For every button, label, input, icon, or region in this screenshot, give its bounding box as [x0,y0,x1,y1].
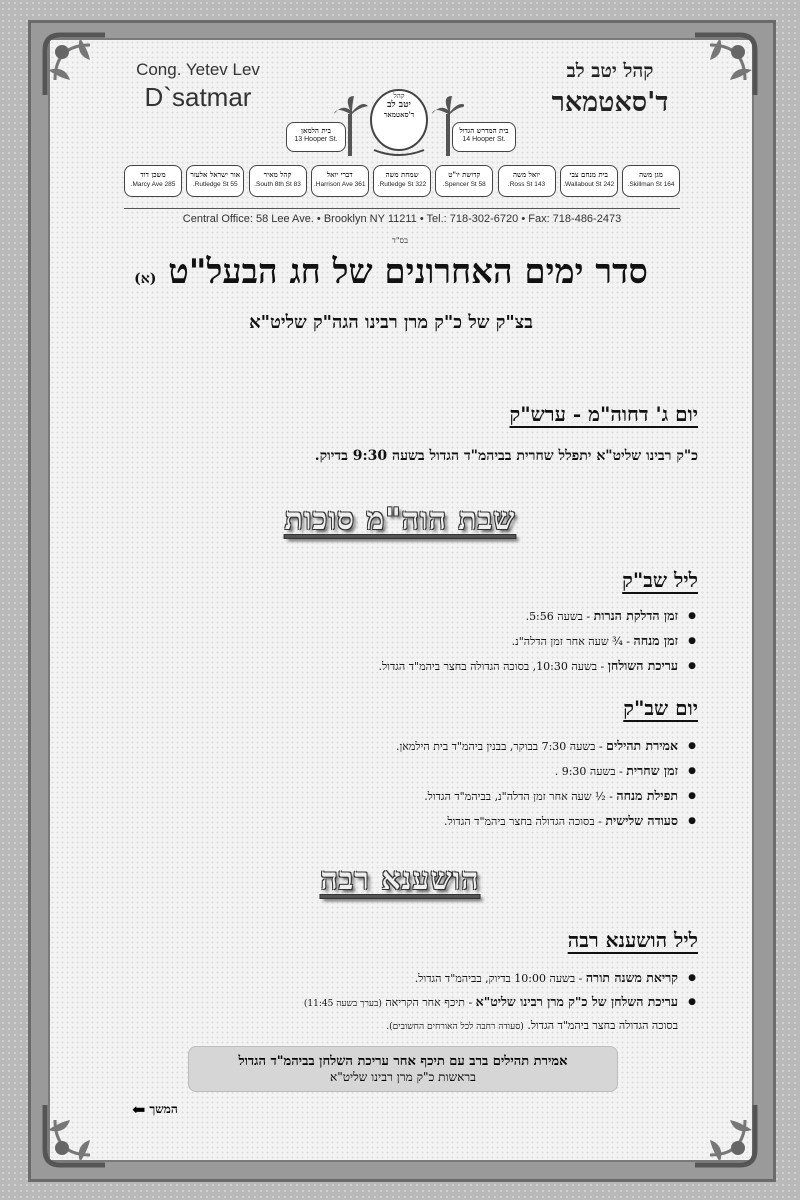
branch-address: 58 Spencer St. [442,181,486,188]
branch-name: מגן משה [639,170,663,179]
item-detail: - ¾ שעה אחר זמן הדלה"נ. [511,635,634,648]
branch-list [124,165,680,199]
title-text: סדר ימים האחרונים של חג הבעל"ט [168,252,648,292]
branch-address: 14 Hooper St. [462,136,506,143]
branch-address: 143 Ross St. [507,181,546,188]
item-label: סעודה שלישית [605,813,678,828]
item-detail: - ½ שעה אחר זמן הדלה"נ, בביהמ"ד הגדול. [424,790,617,803]
item-label: עריכת השולחן [607,658,678,673]
list-item [200,759,678,784]
branch-name: קהל מאיר [263,170,292,179]
item-detail: - בשעה 7:30 בבוקר, בבנין ביהמ"ד בית הילמאן. [395,740,607,753]
branch-address: 361 Harrison Ave. [313,181,366,188]
corner-ornament-icon [690,30,760,100]
branch-box [560,165,618,197]
section-heading: יום שב"ק [623,696,698,720]
emblem-line: ד'סאטמאר [383,110,415,119]
item-detail: - בשעה 10:30, בסוכה הגדולה בחצר ביהמ"ד הגדול. [378,660,608,673]
branch-address: 164 Skillman St. [627,181,675,188]
item-label: קריאת משנה תורה [585,970,678,985]
hebrew-name-line1: קהל יטב לב [566,60,654,82]
item-detail: בסוכה הגדולה בחצר ביהמ"ד הגדול. [527,1019,678,1032]
branch-box [311,165,369,197]
emblem-text [374,92,424,119]
branch-name: יואל משה [513,170,540,179]
branch-address: 242 Wallabout St. [563,181,615,188]
item-detail: - בסוכה הגדולה בחצר ביהמ"ד הגדול. [443,815,606,828]
emblem-line: יטב לב [387,100,411,110]
list-item [160,991,678,1038]
list-item [200,809,678,834]
office-contact: Central Office: 58 Lee Ave. • Brooklyn NY 11211 • Tel.: 718-302-6720 • Fax: 718-486-2473 [124,208,680,225]
page-title [80,252,702,292]
branch-name: משכן דוד [140,170,166,179]
section-heading: ליל שב"ק [622,568,698,592]
item-label: זמן שחרית [626,763,678,778]
branch-box [186,165,244,197]
hebrew-name-line2: ד'סאטמאר [551,87,669,118]
branch-box [435,165,493,197]
item-detail: - בשעה 9:30 . [554,765,627,778]
section-heading: ליל הושענא רבה [567,928,698,952]
branch-address: 322 Rutledge St. [377,181,427,188]
emblem-line: קהל [393,92,405,100]
corner-ornament-icon [40,30,110,100]
list-item [200,734,678,759]
branch-name: בית המדרש הגדול [459,126,509,135]
list-item [200,629,678,654]
branch-name: קדושת יו"ט [448,170,481,179]
page-subtitle: בצ"ק של כ"ק מרן רבינו הגה"ק שליט"א [249,312,533,333]
schedule-list [160,966,698,1038]
item-label: עריכת השלחן של כ"ק מרן רבינו שליט"א [475,994,678,1009]
list-item [200,604,678,629]
branch-box [622,165,680,197]
section-banner: הושענא רבה [320,862,480,897]
branch-address: 55 Rutledge St. [192,181,238,188]
hebrew-name [520,60,700,118]
title-footnote: (א) [134,271,157,287]
branch-box [286,122,346,152]
branch-name: בית הלמאן [301,126,331,135]
list-item [200,654,678,679]
schedule-list [200,734,698,834]
section-banner: שבת הוה"מ סוכות [284,502,516,537]
branch-box [498,165,556,197]
note-line1: אמירת תהילים ברב עם תיכף אחר עריכת השלחן בביהמ"ד הגדול [238,1054,568,1069]
branch-name: אור ישראל אלעזר [190,170,241,179]
note-box [188,1046,618,1092]
item-label: זמן מנחה [633,633,678,648]
arrow-left-icon: ⬅ [132,1100,146,1119]
item-detail: - תיכף אחר הקריאה [385,996,476,1009]
item-label: אמירת תהילים [606,738,678,753]
branch-name: בית מנחם צבי [569,170,608,179]
branch-box [452,122,516,152]
corner-ornament-icon [40,1100,110,1170]
section-heading: יום ג' דחוה"מ - ערש"ק [509,402,698,426]
list-item [200,784,678,809]
list-item [160,966,678,991]
item-label: תפילת מנחה [616,788,678,803]
item-label: זמן הדלקת הנרות [593,608,678,623]
branch-name: דברי יואל [326,170,353,179]
schedule-list [200,604,698,679]
english-name [108,60,288,113]
continue-label: המשך [149,1102,178,1116]
english-name-line1: Cong. Yetev Lev [136,60,260,79]
branch-box [249,165,307,197]
item-note: (סעודה רחבה לכל האורחים החשובים). [386,1022,524,1032]
continue-indicator [132,1100,178,1119]
branch-address: 13 Hooper St. [294,136,338,143]
english-name-line2: D`satmar [144,82,252,112]
note-line2: בראשות כ"ק מרן רבינו שליט"א [330,1070,476,1084]
bsd-mark: בס"ד [392,236,408,245]
corner-ornament-icon [690,1100,760,1170]
item-detail: - בשעה 10:00 בדיוק, בביהמ"ד הגדול. [414,972,586,985]
branch-box [124,165,182,197]
item-note: (בערך בשעה 11:45) [303,999,382,1009]
branch-address: 285 Marcy Ave. [130,181,176,188]
branch-address: 83 South 8th St. [254,181,301,188]
branch-name: שמחת משה [385,170,419,179]
branch-box [373,165,431,197]
section-text: כ"ק רבינו שליט"א יתפלל שחרית בביהמ"ד הגדול בשעה 9:30 בדיוק. [314,448,698,464]
item-detail: - בשעה 5:56. [525,610,594,623]
